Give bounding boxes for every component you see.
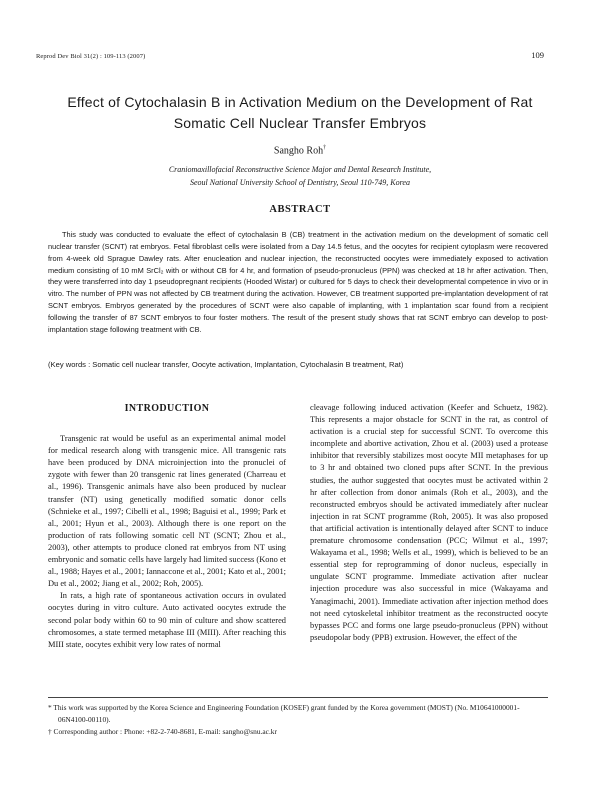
introduction-heading: INTRODUCTION [124,403,210,414]
abstract-text: This study was conducted to evaluate the effect of cytochalasin B (CB) treatment in the activation medium on the development of somatic cell nuclear transfer (SCNT) rat embryos. Fetal fibroblast cells were isolated from a Day 14.5 fetus, and the oocytes for recipient cytoplasm were recovered from 4-week old Sprague Dawley rats. After enucleation and nuclear injection, the reconstructed oocytes were immediately exposed to activation medium consisting of 10 mM SrCl₂ with or without CB for 4 hr, and formation of pseudo-pronucleus (PPN) was checked at 18 hr after activation. Then, they were transferred into day 1 pseudopregnant recipients (Hooded Wistar) or cultured for 5 days to check their developmental competence in vivo or in vitro. The number of PPN was not affected by CB treatment during the activation. However, CB treatment supported pre-implantation development of rat SCNT embryos. Embryos generated by the procedures of SCNT were also capable of implanting, with 1 implantation scar found from a recipient following the transfer of 87 SCNT embryos to four foster mothers. The result of the present study shows that rat SCNT embryo can develop to post-implantation stage following treatment with CB. [48,230,548,334]
affiliation-line-2: Seoul National University School of Dentistry, Seoul 110-749, Korea [190,178,410,187]
author-mark: † [323,145,327,151]
page-number: 109 [531,50,544,60]
affiliation [0,163,600,189]
paper-title: Effect of Cytochalasin B in Activation Medium on the Development of Rat Somatic Cell Nuclear Transfer Embryos [67,94,533,131]
journal-citation: Reprod Dev Biol 31(2) : 109-113 (2007) [36,53,146,60]
author-line [0,145,600,156]
left-column [48,402,286,651]
intro-paragraph-2: In rats, a high rate of spontaneous activation occurs in ovulated oocytes during in vitro culture. Auto activated oocytes extrude the second polar body within 60 to 90 min of culture and show scattered chromosomes, a state termed metaphase III (MIII). After reaching this MIII state, oocytes exhibit very low rates of normal [48,591,286,649]
footnotes [48,702,548,738]
affiliation-line-1: Craniomaxillofacial Reconstructive Science Major and Dental Research Institute, [168,165,432,174]
funding-footnote: * This work was supported by the Korea Science and Engineering Foundation (KOSEF) grant funded by the Korea government (MOST) (No. M10641000001-06N4100-00110). [48,703,520,724]
abstract-heading: ABSTRACT [269,204,331,215]
right-column [310,402,548,644]
intro-paragraph-1: Transgenic rat would be useful as an experimental animal model for medical research along with transgenic mice. All transgenic rats have been produced by DNA microinjection into the pronuclei of zygote with fewer than 20 transgenic rat lines generated (Charreau et al., 1996). Transgenic animals have also been produced by nuclear transfer (NT) using genetically modified somatic donor cells (Schnieke et al., 1997; Cibelli et al., 1998; Baguisi et al., 1999; Park et al., 2001; Hyun et al., 2003). Although there is one report on the production of rats following somatic cell NT (SCNT; Zhou et al., 2003), other attempts to produce cloned rat embryos from NT using embryonic and somatic cells have largely had limited success (Kono et al., 1988; Hayes et al., 2001; Iannaccone et al., 2001; Kato et al., 2001; Du et al., 2002; Jiang et al., 2002; Roh, 2005). [48,434,286,589]
author-name: Sangho Roh [273,145,324,157]
footnote-divider [48,697,548,698]
corresponding-author-footnote: † Corresponding author : Phone: +82-2-740-8681, E-mail: sangho@snu.ac.kr [48,727,277,736]
intro-paragraph-3: cleavage following induced activation (Keefer and Schuetz, 1982). This represents a major obstacle for SCNT in the rat, as control of activation is a crucial step for successful SCNT. To overcome this incomplete and abortive activation, Zhou et al. (2003) used a protease inhibitor that reversibly stabilizes most oocyte MII metaphases for up to 3 hr and obtained two cloned pups after SCNT. In the previous studies, the author suggested that oocytes must be activated within 2 hr after collection from donor animals (Roh et al., 2003), and the reconstructed embryos should be activated immediately after nuclear injection in rat SCNT programme (Roh, 2005). It was also proposed that artificial activation is intentionally delayed after SCNT to induce premature chromosome condensation (PCC; Wilmut et al., 1997; Wakayama et al., 1998; Wells et al., 1999), which is believed to be an essential step for reprogramming of donor nucleus, especially in ungulate SCNT programme. Immediate activation after nuclear injection procedure was also successful in mice (Wakayama and Yanagimachi, 2001). Immediate activation after injection method does not need cytoskeletal inhibitor treatment as the reconstructed oocyte bypasses PCC and forms one large pseudo-pronucleus (PPN) without pseudopolar body (PPB) extrusion. However, the effect of the [310,403,548,642]
keywords: (Key words : Somatic cell nuclear transfer, Oocyte activation, Implantation, Cytochalasin B treatment, Rat) [48,360,404,369]
